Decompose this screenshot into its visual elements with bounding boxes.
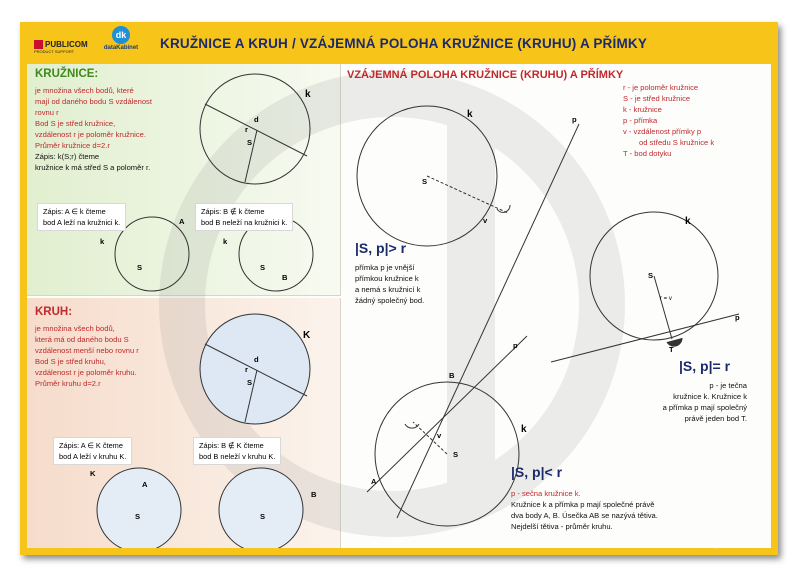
label-k-tangent: k [685,216,691,227]
label-S-kruh: S [247,378,253,387]
label-S-outer: S [422,177,428,186]
label-k-secant: k [521,424,527,435]
label-K: K [303,330,311,341]
label-K-small: K [90,469,96,478]
header [20,22,778,54]
label-p-secant: p [513,341,518,350]
secant-distance [413,422,447,454]
tangent-formula: |S, p|= r [679,358,731,374]
kruh-definition: je množina všech bodů, která má od daného bodu S vzdálenost menší nebo rovnu r Bod S je střed kruhu, vzdálenost r je poloměr kruhu. Průměr kruhu d=2.r [35,324,139,388]
label-k-small: k [100,237,105,246]
poster [20,22,778,555]
datakabinet-logo: dk dataKabinet [92,26,150,51]
label-S-kruh-small-2: S [260,512,266,521]
kruznice-definition: je množina všech bodů, které mají od daného bodu S vzdálenost rovnu r Bod S je střed kružnice, vzdálenost r je poloměr kružnice. Průměr kružnice d=2.r Zápis: k(S;r) čteme kružnice k má střed S a poloměr r. [35,86,152,172]
label-A-kruh: A [142,480,148,489]
outer-angle-mark [497,205,510,212]
label-p-outer: p [572,115,577,124]
label-B-kruh: B [311,490,317,499]
secant-angle-mark [405,424,419,428]
tangent-text: p - je tečna kružnice k. Kružnice k a přímka p mají společný právě jeden bod T. [662,381,747,423]
label-k-small-2: k [223,237,228,246]
label-r: r [245,125,248,134]
kruh-note-in: Zápis: A ∈ K čteme bod A leží v kruhu K. [53,437,132,465]
poster-title: KRUŽNICE A KRUH / VZÁJEMNÁ POLOHA KRUŽNICE (KRUHU) A PŘÍMKY [160,36,648,51]
label-B: B [282,273,288,282]
poloha-legend: r - je poloměr kružnice S - je střed kružnice k - kružnice p - přímka v - vzdálenost přímky p od středu S kružnice k T - bod dotyku [623,83,715,158]
kruznice-heading: KRUŽNICE: [35,68,99,80]
label-S-tangent: S [648,271,654,280]
publisher-url[interactable]: www.publicom.cz [700,543,751,549]
label-S-secant: S [453,450,459,459]
secant-text: p - sečna kružnice k. Kružnice k a přímka p mají společné právě dva body A, B. Úsečka AB se nazývá tětiva. Nejdelší tětiva - průměr kruhu. [511,489,658,531]
kruznice-note-outside: Zápis: B ∉ k čteme bod B neleží na kružnici k. [195,203,293,231]
label-d: d [254,115,259,124]
label-p-tangent: p [735,313,740,322]
label-d-kruh: d [254,355,259,364]
label-S-kruh-small: S [135,512,141,521]
publicom-logo: PUBLICOM PRODUCT SUPPORT [34,40,88,55]
label-T: T [669,345,674,354]
disc-point-in [97,468,181,548]
label-k-outer: k [467,109,473,120]
disc-point-outside [219,468,303,548]
label-S-small: S [137,263,143,272]
secant-formula: |S, p|< r [511,464,563,480]
kruh-heading: KRUH: [35,306,73,318]
label-r-kruh: r [245,365,248,374]
label-rv: r = v [660,296,672,302]
tangent-radius [654,276,672,339]
content-area [27,64,771,548]
label-S: S [247,138,253,147]
label-A: A [179,217,185,226]
outside-text: přímka p je vnější přímkou kružnice k a nemá s kružnicí k žádný společný bod. [355,263,425,305]
label-k: k [305,89,311,100]
outside-formula: |S, p|> r [355,240,407,256]
label-A-secant: A [371,477,377,486]
label-v-outer: v [483,216,488,225]
label-v-secant: v [437,431,442,440]
label-S-small-2: S [260,263,266,272]
label-B-secant: B [449,371,455,380]
kruh-note-outside: Zápis: B ∉ K čteme bod B neleží v kruhu K. [193,437,281,465]
poloha-heading: VZÁJEMNÁ POLOHA KRUŽNICE (KRUHU) A PŘÍMKY [347,69,624,81]
kruznice-note-on: Zápis: A ∈ k čteme bod A leží na kružnici k. [37,203,126,231]
